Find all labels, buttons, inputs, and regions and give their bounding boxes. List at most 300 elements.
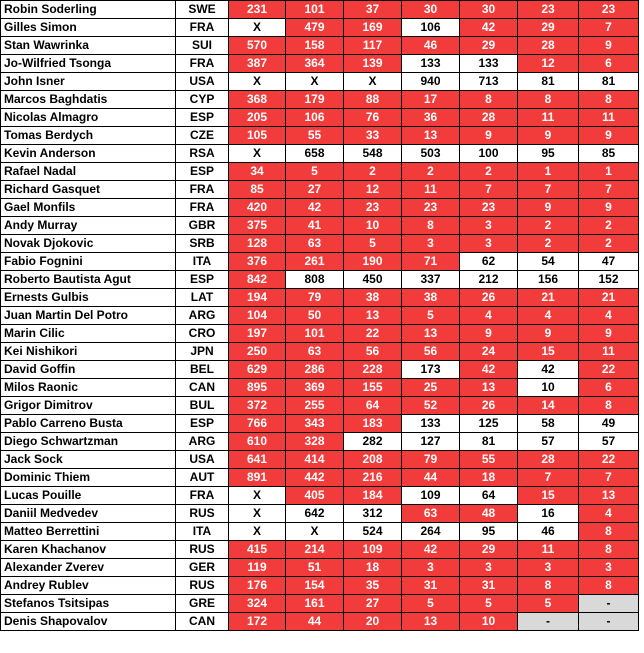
table-row bbox=[1, 541, 639, 559]
value-cell: 36 bbox=[402, 109, 460, 127]
country-cell: RUS bbox=[176, 505, 229, 523]
value-cell: 18 bbox=[460, 469, 518, 487]
value-cell: 28 bbox=[518, 451, 579, 469]
value-cell: 172 bbox=[229, 613, 286, 631]
value-cell: 7 bbox=[460, 181, 518, 199]
value-cell: 63 bbox=[286, 235, 344, 253]
value-cell: 183 bbox=[344, 415, 402, 433]
country-cell: BEL bbox=[176, 361, 229, 379]
value-cell: 184 bbox=[344, 487, 402, 505]
table-row bbox=[1, 109, 639, 127]
value-cell: 46 bbox=[518, 523, 579, 541]
value-cell: 895 bbox=[229, 379, 286, 397]
country-cell: SWE bbox=[176, 1, 229, 19]
value-cell: 44 bbox=[286, 613, 344, 631]
value-cell: 8 bbox=[579, 523, 639, 541]
value-cell: 27 bbox=[344, 595, 402, 613]
country-cell: ESP bbox=[176, 271, 229, 289]
value-cell: 503 bbox=[402, 145, 460, 163]
player-name-cell: Nicolas Almagro bbox=[1, 109, 176, 127]
value-cell: 4 bbox=[579, 505, 639, 523]
value-cell: 420 bbox=[229, 199, 286, 217]
value-cell: 4 bbox=[579, 307, 639, 325]
value-cell: 48 bbox=[460, 505, 518, 523]
player-name-cell: Grigor Dimitrov bbox=[1, 397, 176, 415]
value-cell: 286 bbox=[286, 361, 344, 379]
value-cell: 13 bbox=[344, 307, 402, 325]
country-cell: USA bbox=[176, 451, 229, 469]
table-row bbox=[1, 397, 639, 415]
value-cell: 34 bbox=[229, 163, 286, 181]
value-cell: 940 bbox=[402, 73, 460, 91]
country-cell: ESP bbox=[176, 163, 229, 181]
value-cell: 442 bbox=[286, 469, 344, 487]
value-cell: 9 bbox=[460, 325, 518, 343]
value-cell: 79 bbox=[286, 289, 344, 307]
country-cell: GBR bbox=[176, 217, 229, 235]
value-cell: 63 bbox=[402, 505, 460, 523]
value-cell: 42 bbox=[286, 199, 344, 217]
table-row bbox=[1, 307, 639, 325]
value-cell: 41 bbox=[286, 217, 344, 235]
value-cell: 57 bbox=[579, 433, 639, 451]
value-cell: 570 bbox=[229, 37, 286, 55]
value-cell: 766 bbox=[229, 415, 286, 433]
value-cell: 3 bbox=[402, 559, 460, 577]
value-cell: 125 bbox=[460, 415, 518, 433]
value-cell: 3 bbox=[460, 217, 518, 235]
value-cell: X bbox=[229, 19, 286, 37]
table-row bbox=[1, 91, 639, 109]
value-cell: 375 bbox=[229, 217, 286, 235]
player-name-cell: Ernests Gulbis bbox=[1, 289, 176, 307]
country-cell: SRB bbox=[176, 235, 229, 253]
value-cell: 7 bbox=[579, 19, 639, 37]
value-cell: 154 bbox=[286, 577, 344, 595]
value-cell: 4 bbox=[460, 307, 518, 325]
value-cell: 14 bbox=[518, 397, 579, 415]
table-row bbox=[1, 433, 639, 451]
value-cell: 387 bbox=[229, 55, 286, 73]
value-cell: 30 bbox=[402, 1, 460, 19]
value-cell: 63 bbox=[286, 343, 344, 361]
value-cell: 35 bbox=[344, 577, 402, 595]
value-cell: 3 bbox=[518, 559, 579, 577]
value-cell: 42 bbox=[460, 19, 518, 37]
table-row bbox=[1, 487, 639, 505]
table-row bbox=[1, 379, 639, 397]
table-row bbox=[1, 55, 639, 73]
value-cell: 33 bbox=[344, 127, 402, 145]
value-cell: 155 bbox=[344, 379, 402, 397]
value-cell: X bbox=[229, 505, 286, 523]
value-cell: 13 bbox=[460, 379, 518, 397]
value-cell: 42 bbox=[518, 361, 579, 379]
value-cell: 179 bbox=[286, 91, 344, 109]
value-cell: 28 bbox=[518, 37, 579, 55]
value-cell: 228 bbox=[344, 361, 402, 379]
value-cell: 37 bbox=[344, 1, 402, 19]
table-row bbox=[1, 343, 639, 361]
value-cell: 47 bbox=[579, 253, 639, 271]
table-row bbox=[1, 217, 639, 235]
value-cell: 173 bbox=[402, 361, 460, 379]
value-cell: X bbox=[286, 523, 344, 541]
value-cell: 95 bbox=[518, 145, 579, 163]
value-cell: 2 bbox=[402, 163, 460, 181]
player-name-cell: David Goffin bbox=[1, 361, 176, 379]
value-cell: 21 bbox=[518, 289, 579, 307]
player-name-cell: John Isner bbox=[1, 73, 176, 91]
player-name-cell: Fabio Fognini bbox=[1, 253, 176, 271]
value-cell: X bbox=[229, 487, 286, 505]
value-cell: 9 bbox=[460, 127, 518, 145]
value-cell: 127 bbox=[402, 433, 460, 451]
value-cell: 119 bbox=[229, 559, 286, 577]
value-cell: 9 bbox=[579, 127, 639, 145]
table-row bbox=[1, 523, 639, 541]
table-row bbox=[1, 1, 639, 19]
player-name-cell: Stefanos Tsitsipas bbox=[1, 595, 176, 613]
value-cell: 95 bbox=[460, 523, 518, 541]
value-cell: 3 bbox=[579, 559, 639, 577]
value-cell: 22 bbox=[579, 361, 639, 379]
value-cell: 11 bbox=[518, 109, 579, 127]
value-cell: - bbox=[579, 613, 639, 631]
value-cell: 15 bbox=[518, 487, 579, 505]
value-cell: 15 bbox=[518, 343, 579, 361]
value-cell: 23 bbox=[402, 199, 460, 217]
value-cell: 152 bbox=[579, 271, 639, 289]
value-cell: 8 bbox=[460, 91, 518, 109]
value-cell: 28 bbox=[460, 109, 518, 127]
value-cell: 324 bbox=[229, 595, 286, 613]
player-name-cell: Robin Soderling bbox=[1, 1, 176, 19]
value-cell: 9 bbox=[518, 199, 579, 217]
table-row bbox=[1, 415, 639, 433]
value-cell: X bbox=[229, 523, 286, 541]
value-cell: 22 bbox=[344, 325, 402, 343]
country-cell: ESP bbox=[176, 109, 229, 127]
value-cell: 85 bbox=[229, 181, 286, 199]
value-cell: - bbox=[518, 613, 579, 631]
value-cell: 8 bbox=[579, 397, 639, 415]
table-row bbox=[1, 325, 639, 343]
table-row bbox=[1, 469, 639, 487]
country-cell: FRA bbox=[176, 55, 229, 73]
value-cell: 328 bbox=[286, 433, 344, 451]
player-name-cell: Diego Schwartzman bbox=[1, 433, 176, 451]
value-cell: 610 bbox=[229, 433, 286, 451]
player-name-cell: Andy Murray bbox=[1, 217, 176, 235]
value-cell: 100 bbox=[460, 145, 518, 163]
value-cell: 23 bbox=[518, 1, 579, 19]
value-cell: 21 bbox=[579, 289, 639, 307]
value-cell: 372 bbox=[229, 397, 286, 415]
value-cell: 31 bbox=[402, 577, 460, 595]
value-cell: 9 bbox=[518, 325, 579, 343]
value-cell: 23 bbox=[579, 1, 639, 19]
country-cell: CAN bbox=[176, 379, 229, 397]
value-cell: 414 bbox=[286, 451, 344, 469]
country-cell: CZE bbox=[176, 127, 229, 145]
table-row bbox=[1, 37, 639, 55]
player-name-cell: Denis Shapovalov bbox=[1, 613, 176, 631]
value-cell: 214 bbox=[286, 541, 344, 559]
country-cell: RSA bbox=[176, 145, 229, 163]
value-cell: 109 bbox=[344, 541, 402, 559]
value-cell: 64 bbox=[344, 397, 402, 415]
player-name-cell: Richard Gasquet bbox=[1, 181, 176, 199]
player-name-cell: Dominic Thiem bbox=[1, 469, 176, 487]
value-cell: 20 bbox=[344, 613, 402, 631]
table-row bbox=[1, 595, 639, 613]
value-cell: 85 bbox=[579, 145, 639, 163]
value-cell: 81 bbox=[460, 433, 518, 451]
value-cell: 81 bbox=[579, 73, 639, 91]
value-cell: 8 bbox=[579, 541, 639, 559]
value-cell: 29 bbox=[460, 37, 518, 55]
value-cell: 194 bbox=[229, 289, 286, 307]
value-cell: 23 bbox=[344, 199, 402, 217]
value-cell: 9 bbox=[518, 127, 579, 145]
value-cell: 13 bbox=[402, 325, 460, 343]
value-cell: 10 bbox=[518, 379, 579, 397]
country-cell: GRE bbox=[176, 595, 229, 613]
country-cell: FRA bbox=[176, 487, 229, 505]
value-cell: 524 bbox=[344, 523, 402, 541]
value-cell: 62 bbox=[460, 253, 518, 271]
value-cell: 364 bbox=[286, 55, 344, 73]
value-cell: 38 bbox=[402, 289, 460, 307]
table-row bbox=[1, 127, 639, 145]
value-cell: 641 bbox=[229, 451, 286, 469]
table-row bbox=[1, 289, 639, 307]
value-cell: 216 bbox=[344, 469, 402, 487]
value-cell: 8 bbox=[402, 217, 460, 235]
value-cell: 4 bbox=[518, 307, 579, 325]
country-cell: ARG bbox=[176, 307, 229, 325]
country-cell: FRA bbox=[176, 19, 229, 37]
value-cell: 405 bbox=[286, 487, 344, 505]
value-cell: 8 bbox=[579, 91, 639, 109]
country-cell: ESP bbox=[176, 415, 229, 433]
value-cell: 5 bbox=[402, 595, 460, 613]
value-cell: 42 bbox=[460, 361, 518, 379]
value-cell: 13 bbox=[402, 613, 460, 631]
player-name-cell: Jack Sock bbox=[1, 451, 176, 469]
country-cell: ITA bbox=[176, 523, 229, 541]
table-row bbox=[1, 73, 639, 91]
country-cell: RUS bbox=[176, 541, 229, 559]
value-cell: 205 bbox=[229, 109, 286, 127]
value-cell: 101 bbox=[286, 325, 344, 343]
player-name-cell: Alexander Zverev bbox=[1, 559, 176, 577]
player-name-cell: Novak Djokovic bbox=[1, 235, 176, 253]
value-cell: 479 bbox=[286, 19, 344, 37]
table-row bbox=[1, 181, 639, 199]
value-cell: 2 bbox=[579, 235, 639, 253]
value-cell: 6 bbox=[579, 379, 639, 397]
value-cell: 11 bbox=[402, 181, 460, 199]
value-cell: 101 bbox=[286, 1, 344, 19]
value-cell: 106 bbox=[402, 19, 460, 37]
value-cell: 71 bbox=[402, 253, 460, 271]
value-cell: 12 bbox=[518, 55, 579, 73]
value-cell: 105 bbox=[229, 127, 286, 145]
value-cell: 56 bbox=[344, 343, 402, 361]
value-cell: X bbox=[229, 145, 286, 163]
player-name-cell: Kevin Anderson bbox=[1, 145, 176, 163]
value-cell: 5 bbox=[402, 307, 460, 325]
player-name-cell: Marin Cilic bbox=[1, 325, 176, 343]
country-cell: SUI bbox=[176, 37, 229, 55]
value-cell: 30 bbox=[460, 1, 518, 19]
value-cell: 38 bbox=[344, 289, 402, 307]
value-cell: 54 bbox=[518, 253, 579, 271]
value-cell: 212 bbox=[460, 271, 518, 289]
value-cell: 1 bbox=[518, 163, 579, 181]
value-cell: 109 bbox=[402, 487, 460, 505]
value-cell: 44 bbox=[402, 469, 460, 487]
table-row bbox=[1, 559, 639, 577]
value-cell: 13 bbox=[579, 487, 639, 505]
table-row bbox=[1, 271, 639, 289]
country-cell: AUT bbox=[176, 469, 229, 487]
country-cell: FRA bbox=[176, 199, 229, 217]
table-row bbox=[1, 505, 639, 523]
player-name-cell: Karen Khachanov bbox=[1, 541, 176, 559]
value-cell: 57 bbox=[518, 433, 579, 451]
country-cell: CYP bbox=[176, 91, 229, 109]
country-cell: JPN bbox=[176, 343, 229, 361]
player-name-cell: Milos Raonic bbox=[1, 379, 176, 397]
value-cell: 81 bbox=[518, 73, 579, 91]
value-cell: 7 bbox=[579, 469, 639, 487]
value-cell: 9 bbox=[579, 325, 639, 343]
value-cell: 250 bbox=[229, 343, 286, 361]
value-cell: 27 bbox=[286, 181, 344, 199]
value-cell: 117 bbox=[344, 37, 402, 55]
table-row bbox=[1, 451, 639, 469]
value-cell: 106 bbox=[286, 109, 344, 127]
value-cell: 658 bbox=[286, 145, 344, 163]
value-cell: 7 bbox=[579, 181, 639, 199]
player-name-cell: Pablo Carreno Busta bbox=[1, 415, 176, 433]
value-cell: 282 bbox=[344, 433, 402, 451]
value-cell: 128 bbox=[229, 235, 286, 253]
value-cell: 2 bbox=[579, 217, 639, 235]
value-cell: 51 bbox=[286, 559, 344, 577]
value-cell: 50 bbox=[286, 307, 344, 325]
value-cell: 9 bbox=[579, 37, 639, 55]
value-cell: 368 bbox=[229, 91, 286, 109]
value-cell: 18 bbox=[344, 559, 402, 577]
value-cell: X bbox=[229, 73, 286, 91]
value-cell: 29 bbox=[518, 19, 579, 37]
value-cell: 369 bbox=[286, 379, 344, 397]
country-cell: LAT bbox=[176, 289, 229, 307]
player-name-cell: Lucas Pouille bbox=[1, 487, 176, 505]
player-name-cell: Roberto Bautista Agut bbox=[1, 271, 176, 289]
value-cell: 8 bbox=[518, 577, 579, 595]
country-cell: ITA bbox=[176, 253, 229, 271]
value-cell: 5 bbox=[344, 235, 402, 253]
value-cell: 808 bbox=[286, 271, 344, 289]
value-cell: 231 bbox=[229, 1, 286, 19]
value-cell: 5 bbox=[518, 595, 579, 613]
value-cell: 8 bbox=[579, 577, 639, 595]
value-cell: 2 bbox=[460, 163, 518, 181]
value-cell: 548 bbox=[344, 145, 402, 163]
value-cell: 26 bbox=[460, 289, 518, 307]
value-cell: 197 bbox=[229, 325, 286, 343]
value-cell: 23 bbox=[460, 199, 518, 217]
value-cell: 10 bbox=[460, 613, 518, 631]
value-cell: 208 bbox=[344, 451, 402, 469]
value-cell: 56 bbox=[402, 343, 460, 361]
table-row bbox=[1, 199, 639, 217]
value-cell: 11 bbox=[579, 109, 639, 127]
value-cell: 17 bbox=[402, 91, 460, 109]
value-cell: 7 bbox=[518, 181, 579, 199]
value-cell: 891 bbox=[229, 469, 286, 487]
value-cell: 139 bbox=[344, 55, 402, 73]
value-cell: 450 bbox=[344, 271, 402, 289]
value-cell: 12 bbox=[344, 181, 402, 199]
value-cell: - bbox=[579, 595, 639, 613]
value-cell: 312 bbox=[344, 505, 402, 523]
player-name-cell: Gilles Simon bbox=[1, 19, 176, 37]
value-cell: 343 bbox=[286, 415, 344, 433]
value-cell: 261 bbox=[286, 253, 344, 271]
value-cell: 169 bbox=[344, 19, 402, 37]
value-cell: 156 bbox=[518, 271, 579, 289]
country-cell: CAN bbox=[176, 613, 229, 631]
value-cell: X bbox=[286, 73, 344, 91]
value-cell: 2 bbox=[518, 235, 579, 253]
value-cell: 133 bbox=[460, 55, 518, 73]
value-cell: 161 bbox=[286, 595, 344, 613]
table-row bbox=[1, 145, 639, 163]
value-cell: 5 bbox=[460, 595, 518, 613]
player-name-cell: Daniil Medvedev bbox=[1, 505, 176, 523]
player-name-cell: Andrey Rublev bbox=[1, 577, 176, 595]
country-cell: FRA bbox=[176, 181, 229, 199]
country-cell: CRO bbox=[176, 325, 229, 343]
value-cell: 255 bbox=[286, 397, 344, 415]
value-cell: 190 bbox=[344, 253, 402, 271]
value-cell: 842 bbox=[229, 271, 286, 289]
table-body bbox=[1, 1, 639, 631]
player-name-cell: Jo-Wilfried Tsonga bbox=[1, 55, 176, 73]
value-cell: 64 bbox=[460, 487, 518, 505]
country-cell: ARG bbox=[176, 433, 229, 451]
value-cell: 79 bbox=[402, 451, 460, 469]
table-row bbox=[1, 361, 639, 379]
value-cell: 104 bbox=[229, 307, 286, 325]
value-cell: 415 bbox=[229, 541, 286, 559]
value-cell: 133 bbox=[402, 55, 460, 73]
value-cell: 55 bbox=[460, 451, 518, 469]
value-cell: 629 bbox=[229, 361, 286, 379]
player-name-cell: Kei Nishikori bbox=[1, 343, 176, 361]
table-row bbox=[1, 19, 639, 37]
player-name-cell: Stan Wawrinka bbox=[1, 37, 176, 55]
table-row bbox=[1, 577, 639, 595]
value-cell: 88 bbox=[344, 91, 402, 109]
value-cell: 176 bbox=[229, 577, 286, 595]
